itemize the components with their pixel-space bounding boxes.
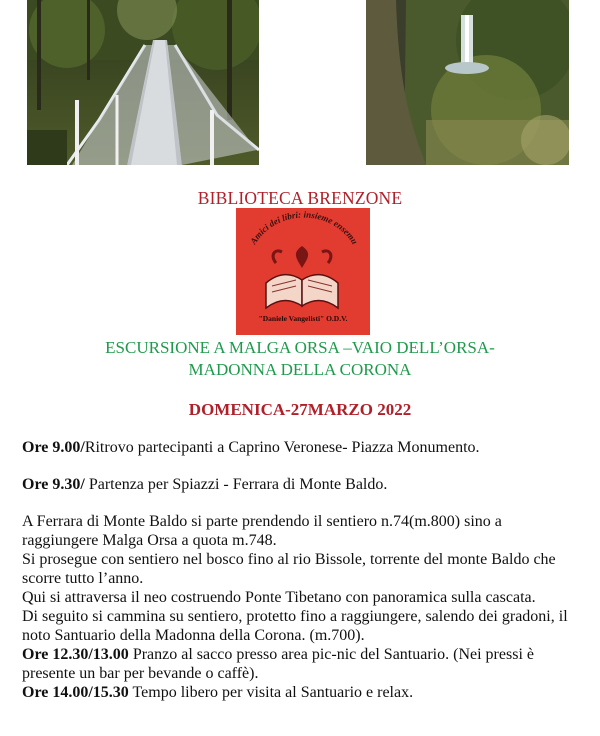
schedule-time-3: Ore 12.30/13.00 xyxy=(22,646,129,663)
description-line-1: A Ferrara di Monte Baldo si parte prendendo il sentiero n.74(m.800) sino a raggiungere Malga Orsa a quota m.748. xyxy=(22,513,502,549)
schedule-item-3 xyxy=(22,645,582,683)
schedule-time-4: Ore 14.00/15.30 xyxy=(22,684,129,701)
schedule-item-4 xyxy=(22,683,582,702)
event-title xyxy=(0,337,600,381)
event-date: DOMENICA-27MARZO 2022 xyxy=(188,400,412,419)
book-icon xyxy=(266,246,338,308)
logo-bottom-text: "Daniele Vangelisti" O.D.V. xyxy=(258,314,348,323)
schedule-time-1: Ore 9.00/ xyxy=(22,439,85,456)
schedule-text-2: Partenza per Spiazzi - Ferrara di Monte Baldo. xyxy=(84,476,388,493)
schedule-text-4: Tempo libero per visita al Santuario e relax. xyxy=(128,684,414,701)
schedule-time-2: Ore 9.30/ xyxy=(22,476,85,493)
itinerary-description xyxy=(22,512,582,702)
schedule-item-2 xyxy=(22,475,582,494)
description-line-2: Si prosegue con sentiero nel bosco fino al rio Bissole, torrente del monte Baldo che scorre tutto l’anno. xyxy=(22,551,556,587)
logo-arc-text: Amici dei libri: insieme ensemu xyxy=(248,209,360,246)
schedule-item-1 xyxy=(22,438,582,457)
description-line-4: Di seguito si cammina su sentiero, protetto fino a raggiungere, salendo dei gradoni, il noto Santuario della Madonna della Corona. (m.700). xyxy=(22,608,568,644)
waterfall-photo xyxy=(366,0,569,165)
event-title-line2: MADONNA DELLA CORONA xyxy=(188,360,412,379)
description-line-3: Qui si attraversa il neo costruendo Ponte Tibetano con panoramica sulla cascata. xyxy=(22,589,536,606)
schedule-text-1: Ritrovo partecipanti a Caprino Veronese- Piazza Monumento. xyxy=(84,439,480,456)
library-logo xyxy=(236,208,370,335)
event-title-line1: ESCURSIONE A MALGA ORSA –VAIO DELL’ORSA- xyxy=(105,338,495,357)
library-title: BIBLIOTECA BRENZONE xyxy=(197,188,403,208)
bridge-photo xyxy=(27,0,259,165)
schedule-text-3: Pranzo al sacco presso area pic-nic del Santuario. (Nei pressi è presente un bar per bevande o caffè). xyxy=(22,646,534,682)
